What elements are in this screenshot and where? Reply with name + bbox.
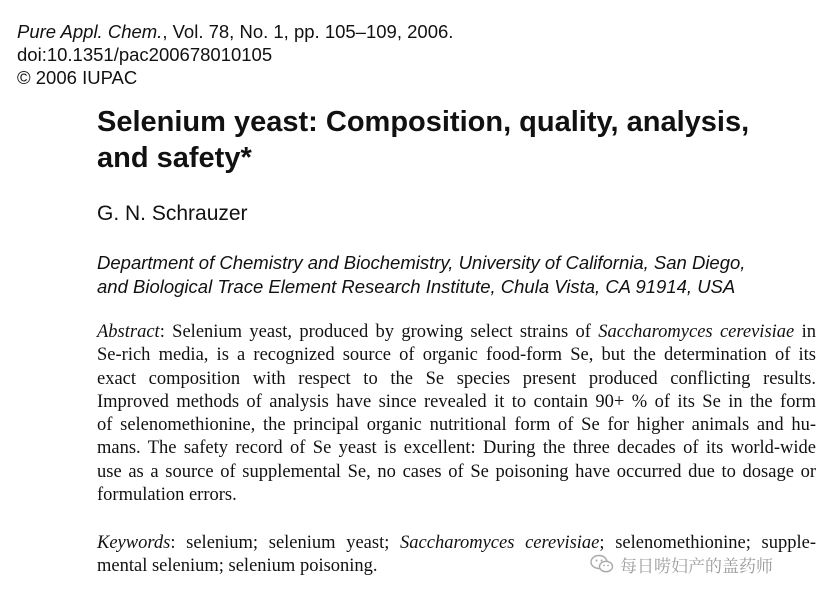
title-line-2: and safety* — [97, 142, 252, 174]
species-name: Saccharomyces cerevisiae — [400, 533, 600, 553]
journal-name: Pure Appl. Chem. — [17, 21, 163, 42]
abstract-text: : Selenium yeast, produced by growing select strains of — [159, 322, 599, 342]
copyright: © 2006 IUPAC — [17, 67, 138, 88]
keywords-text: : selenium; selenium yeast; — [170, 533, 401, 553]
abstract-line: exact composition with respect to the Se species present produced conflicting results. — [97, 368, 816, 389]
abstract-line: formulation errors. — [97, 485, 237, 506]
author: G. N. Schrauzer — [97, 202, 248, 225]
wechat-icon — [590, 554, 614, 574]
abstract-line: of selenomethionine, the principal organic nutritional form of Se for higher animals and hu- — [97, 415, 816, 436]
keywords-line: mental selenium; selenium poisoning. — [97, 556, 378, 577]
abstract — [97, 321, 816, 507]
keywords-text: ; selenomethionine; supple- — [599, 533, 816, 553]
title-line-1: Selenium yeast: Composition, quality, analysis, — [97, 106, 750, 138]
abstract-line: use as a source of supplemental Se, no cases of Se poisoning have occurred due to dosage or — [97, 461, 816, 482]
keywords-label: Keywords — [97, 533, 171, 553]
abstract-line: Improved methods of analysis have since revealed it to contain 90+ % of its Se in the form — [97, 391, 816, 412]
watermark-text: 每日唠妇产的盖药师 — [620, 556, 773, 577]
affiliation — [97, 251, 817, 299]
affiliation-line-1: Department of Chemistry and Biochemistry, University of California, San Diego, — [97, 252, 746, 273]
citation-header — [17, 20, 453, 89]
abstract-label: Abstract — [97, 322, 160, 342]
doi: doi:10.1351/pac200678010105 — [17, 44, 273, 65]
abstract-line — [97, 321, 816, 344]
abstract-text: in — [794, 322, 816, 342]
citation-details: , Vol. 78, No. 1, pp. 105–109, 2006. — [162, 21, 454, 42]
paper-title — [97, 104, 817, 176]
citation-line — [17, 20, 453, 43]
abstract-line: Se-rich media, is a recognized source of organic food-form Se, but the determination of its — [97, 345, 816, 366]
abstract-line: mans. The safety record of Se yeast is excellent: During the three decades of its world-wide — [97, 438, 816, 459]
watermark — [590, 552, 773, 576]
species-name: Saccharomyces cerevisiae — [598, 322, 795, 342]
affiliation-line-2: and Biological Trace Element Research Institute, Chula Vista, CA 91914, USA — [97, 276, 736, 297]
